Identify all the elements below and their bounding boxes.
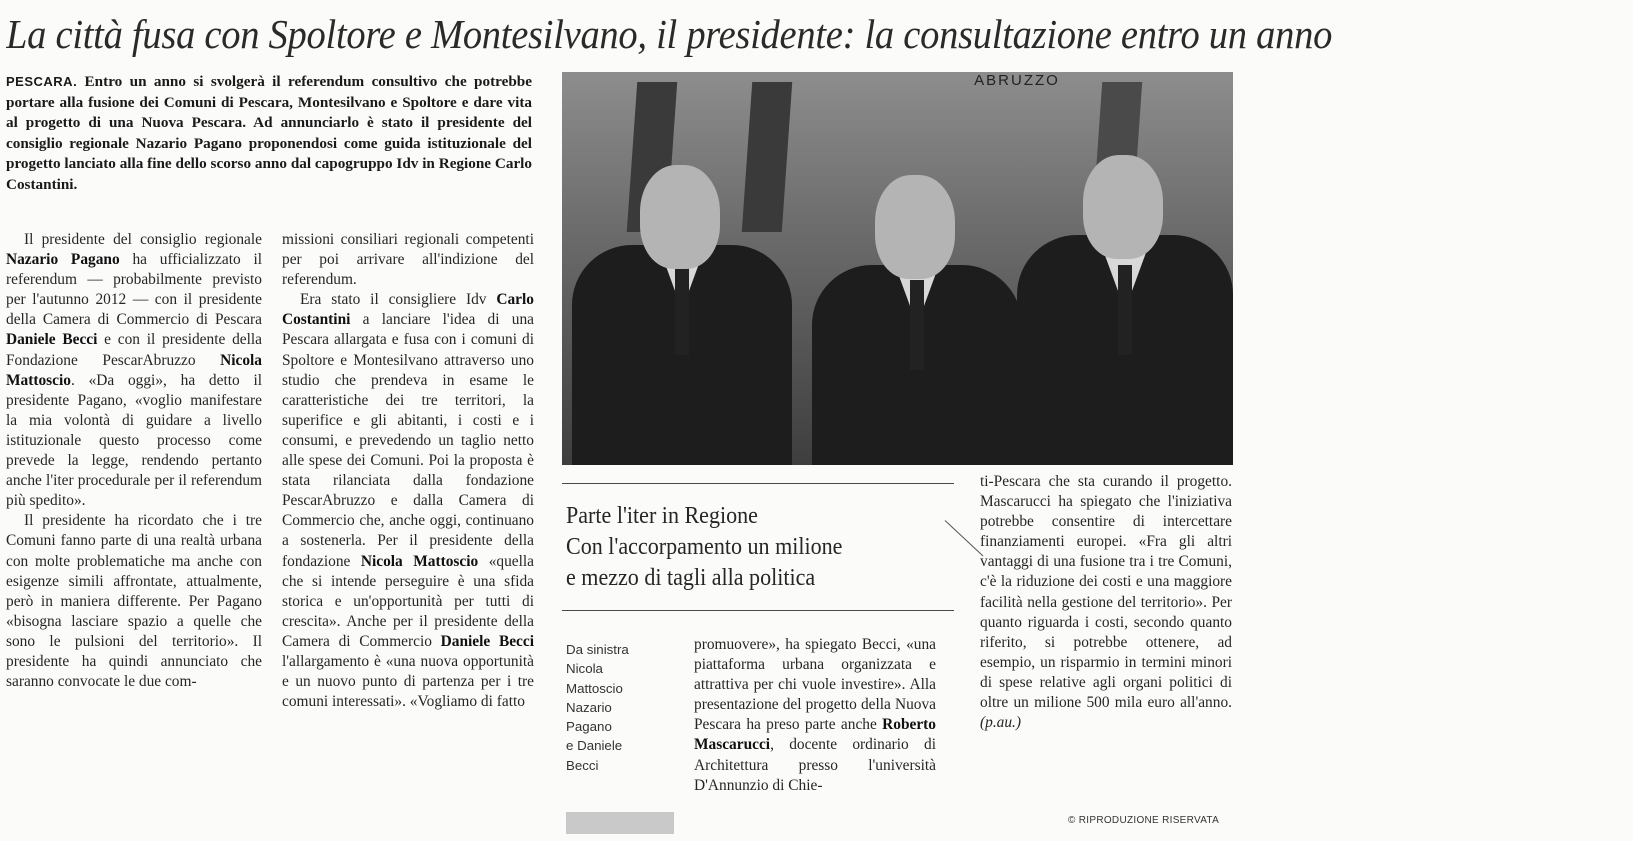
- text: ha ufficializzato il referendum — probabilmente previsto per l'autunno 2012 — con il presidente della Camera di Commercio di Pescara: [6, 251, 262, 329]
- caption-line: Da sinistra: [566, 642, 629, 657]
- caption-line: Mattoscio: [566, 680, 623, 696]
- paragraph: [694, 635, 936, 796]
- photo-sign: ABRUZZO: [974, 72, 1060, 89]
- body-column-3: [694, 635, 936, 796]
- subhead-line: e mezzo di tagli alla politica: [566, 564, 816, 591]
- caption-line: e Daniele: [566, 738, 623, 754]
- lead-text: Entro un anno si svolgerà il referendum consultivo che potrebbe portare alla fusione dei Comuni di Pescara, Montesilvano e Spoltore e dare vita al progetto di una Nuova Pescara. Ad annunciarlo è stato il presidente del consiglio regionale Nazario Pagano proponendosi come guida istituzionale del progetto lanciato alla fine dello scorso anno dal capogruppo Idv in Regione Carlo Costantini.: [6, 73, 532, 193]
- lead-place: PESCARA.: [6, 74, 78, 89]
- author-initials: (p.au.): [980, 714, 1022, 732]
- person-name: Roberto Mascarucci: [694, 716, 936, 754]
- text: . «Da oggi», ha detto il presidente Pagano, «voglio manifestare la mia volontà di guidare a livello istituzionale questo processo come prevede la legge, rendendo pertanto anche l'iter procedurale per il referendum più spedito».: [6, 371, 262, 510]
- paragraph: Il presidente ha ricordato che i tre Comuni fanno parte di una realtà urbana con molte problematiche ma anche con esigenze simili affrontate, attualmente, però in maniera differente. Per Pagano «bisogna lasciare spazio a quelle che sono le pulsioni del territorio». Il presidente ha quindi annunciato che saranno convocate le due com-: [6, 512, 262, 691]
- text: ti-Pescara che sta curando il progetto. Mascarucci ha spiegato che l'iniziativa potrebbe consentire di intercettare finanziamenti europei. «Fra gli altri vantaggi di una fusione tra i tre Comuni, c'è la riduzione dei costi e una maggiore facilità nella gestione del territorio». Per quanto riguarda i costi, secondo quanto riferito, si potrebbe ottenere, ad esempio, un risparmio in termini minori di spese relative agli organi politici di oltre un milione 500 mila euro all'anno.: [980, 473, 1232, 712]
- paragraph: missioni consiliari regionali competenti per poi arrivare all'indizione del referendum.: [282, 231, 534, 289]
- person-name: Carlo Costantini: [282, 291, 534, 329]
- caption-line: Pagano: [566, 719, 612, 735]
- paragraph: [6, 230, 262, 511]
- text: a lanciare l'idea di una Pescara allargata e fusa con i comuni di Spoltore e Montesilvano attraverso uno studio che prendeva in esame le caratteristiche dei tre territori, la superifice e gli abitanti, i costi e i consumi, e prevedendo un taglio netto alle spese dei Comuni. Poi la proposta è stata rilanciata dalla fondazione PescarAbruzzo e dalla Camera di Commercio che, anche oggi, continuano a sostenerla. Per il presidente della fondazione: [282, 311, 534, 570]
- person-name: Daniele Becci: [6, 331, 98, 349]
- caption-line: Becci: [566, 757, 599, 773]
- text: promuovere», ha spiegato Becci, «una piattaforma urbana organizzata e attrattiva per chi vuole investire». Alla presentazione del progetto della Nuova Pescara ha preso parte anche: [694, 636, 936, 734]
- person-name: Daniele Becci: [440, 632, 534, 650]
- person-name: Nazario Pagano: [6, 251, 120, 269]
- text: Il presidente del consiglio regionale: [24, 231, 262, 248]
- copyright-notice: © RIPRODUZIONE RISERVATA: [1068, 815, 1220, 826]
- caption-line: Nicola: [566, 661, 603, 677]
- body-column-4: [980, 472, 1232, 733]
- subhead-line: Parte l'iter in Regione: [566, 502, 758, 529]
- text: l'allargamento è «una nuova opportunità e un nuovo punto di partenza per i tre comuni interessati». «Vogliamo di fatto: [282, 652, 534, 711]
- text: e con il presidente della Fondazione PescarAbruzzo: [6, 331, 262, 369]
- subhead-rule-top: [562, 483, 954, 484]
- text: , docente ordinario di Architettura presso l'università D'Annunzio di Chie-: [694, 736, 936, 794]
- person-name: Nicola Mattoscio: [360, 552, 479, 570]
- article-headline: La città fusa con Spoltore e Montesilvano, il presidente: la consultazione entro un anno: [6, 11, 1333, 57]
- person-right: [1017, 125, 1233, 465]
- subhead-rule-bottom: [562, 610, 954, 611]
- subheadline: [566, 500, 890, 593]
- caption-line: Nazario: [566, 699, 612, 715]
- person-left: [572, 135, 792, 465]
- person-name: Nicola Mattoscio: [6, 351, 262, 389]
- paragraph: [282, 290, 534, 712]
- body-column-1: [6, 230, 262, 692]
- fold-line: [945, 520, 984, 556]
- text: «quella che si intende perseguire è una sfida storica e un'opportunità per tutti di crescita». Anche per il presidente della Camera di Commercio: [282, 552, 534, 650]
- subhead-line: Con l'accorpamento un milione: [566, 533, 843, 560]
- person-center: [812, 165, 1022, 465]
- body-column-2: [282, 230, 534, 712]
- article-lead: [6, 72, 532, 195]
- text: Era stato il consigliere Idv: [300, 291, 497, 309]
- scan-shadow: [566, 812, 674, 834]
- paragraph: [980, 472, 1232, 733]
- article-photo: [562, 72, 1233, 465]
- photo-caption: [566, 640, 676, 775]
